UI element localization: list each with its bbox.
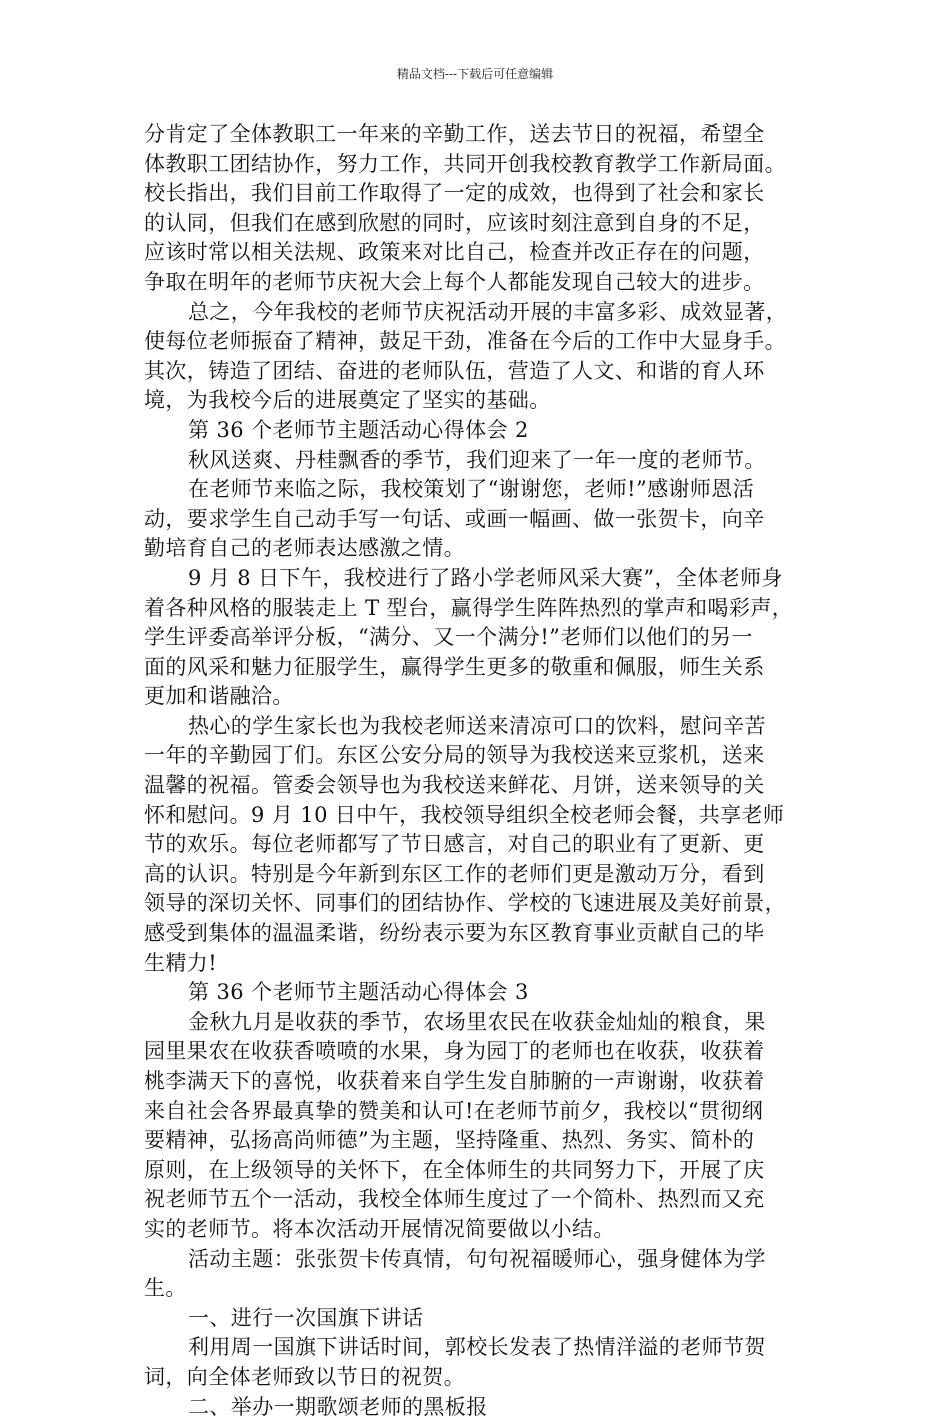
text-line: 争取在明年的老师节庆祝大会上每个人都能发现自己较大的进步。 [144, 269, 765, 294]
text-line: 实的老师节。将本次活动开展情况简要做以小结。 [144, 1216, 615, 1241]
text-line: 着各种风格的服装走上 T 型台，赢得学生阵阵热烈的掌声和喝彩声， [144, 595, 794, 620]
document-body [144, 120, 810, 1422]
text-line: 动，要求学生自己动手写一句话、或画一幅画、做一张贺卡，向辛 [144, 506, 765, 531]
text-line: 感受到集体的温温柔谐，纷纷表示要为东区教育事业贡献自己的毕 [144, 921, 765, 946]
text-line: 节的欢乐。每位老师都写了节日感言，对自己的职业有了更新、更 [144, 832, 765, 857]
text-line: 9 月 8 日下午，我校进行了路小学老师风采大赛”，全体老师身 [188, 565, 783, 590]
text-line: 更加和谐融洽。 [144, 684, 294, 709]
text-line: 在老师节来临之际，我校策划了“谢谢您，老师!”感谢师恩活 [188, 477, 755, 502]
text-line: 第 36 个老师节主题活动心得体会 3 [188, 980, 529, 1005]
text-line: 金秋九月是收获的季节，农场里农民在收获金灿灿的粮食，果 [188, 1009, 766, 1034]
text-line: 生。 [144, 1276, 187, 1301]
text-line: 来自社会各界最真挚的赞美和认可!在老师节前夕，我校以“贯彻纲 [144, 1098, 764, 1123]
text-line: 分肯定了全体教职工一年来的辛勤工作，送去节日的祝福，希望全 [144, 122, 765, 146]
text-line: 原则，在上级领导的关怀下，在全体师生的共同努力下，开展了庆 [144, 1157, 765, 1182]
text-line: 的认同，但我们在感到欣慰的同时，应该时刻注意到自身的不足， [144, 210, 765, 235]
text-line: 温馨的祝福。管委会领导也为我校送来鲜花、月饼，送来领导的关 [144, 773, 765, 798]
text-line: 高的认识。特别是今年新到东区工作的老师们更是激动万分，看到 [144, 861, 765, 886]
page-header: 精品文档---下载后可任意编辑 [396, 67, 554, 81]
text-line: 利用周一国旗下讲话时间，郭校长发表了热情洋溢的老师节贺 [188, 1335, 766, 1360]
text-line: 秋风送爽、丹桂飘香的季节，我们迎来了一年一度的老师节。 [188, 447, 766, 472]
text-line: 怀和慰问。9 月 10 日中午，我校领导组织全校老师会餐，共享老师 [144, 802, 785, 827]
text-line: 总之，今年我校的老师节庆祝活动开展的丰富多彩、成效显著， [188, 299, 788, 324]
text-line: 生精力! [144, 950, 218, 975]
text-line: 领导的深切关怀、同事们的团结协作、学校的飞速进展及美好前景， [144, 891, 786, 916]
text-line: 面的风采和魅力征服学生，赢得学生更多的敬重和佩服，师生关系 [144, 654, 765, 679]
text-line: 应该时常以相关法规、政策来对比自己，检查并改正存在的问题， [144, 240, 765, 265]
text-line: 二、举办一期歌颂老师的黑板报 [188, 1394, 488, 1419]
text-line: 活动主题：张张贺卡传真情，句句祝福暖师心，强身健体为学 [188, 1246, 766, 1271]
text-line: 境，为我校今后的进展奠定了坚实的基础。 [144, 388, 551, 413]
text-line: 使每位老师振奋了精神，鼓足干劲，准备在今后的工作中大显身手。 [144, 329, 786, 354]
text-line: 第 36 个老师节主题活动心得体会 2 [188, 417, 529, 442]
text-line: 其次，铸造了团结、奋进的老师队伍，营造了人文、和谐的育人环 [144, 358, 765, 383]
text-line: 热心的学生家长也为我校老师送来清凉可口的饮料，慰问辛苦 [188, 713, 766, 738]
text-line: 校长指出，我们目前工作取得了一定的成效，也得到了社会和家长 [144, 181, 765, 206]
text-line: 体教职工团结协作，努力工作，共同开创我校教育教学工作新局面。 [144, 151, 786, 176]
text-line: 祝老师节五个一活动，我校全体师生度过了一个简朴、热烈而又充 [144, 1187, 765, 1212]
text-line: 园里果农在收获香喷喷的水果，身为园丁的老师也在收获，收获着 [144, 1039, 765, 1064]
text-line: 词，向全体老师致以节日的祝贺。 [144, 1364, 465, 1389]
text-line: 一年的辛勤园丁们。东区公安分局的领导为我校送来豆浆机，送来 [144, 743, 765, 768]
text-line: 桃李满天下的喜悦，收获着来自学生发自肺腑的一声谢谢，收获着 [144, 1069, 765, 1093]
text-line: 勤培育自己的老师表达感激之情。 [144, 536, 465, 561]
text-line: 要精神，弘扬高尚师德”为主题，坚持隆重、热烈、务实、简朴的 [144, 1128, 755, 1153]
text-line: 学生评委高举评分板，“满分、又一个满分!”老师们以他们的另一 [144, 625, 753, 650]
text-line: 一、进行一次国旗下讲话 [188, 1305, 424, 1330]
